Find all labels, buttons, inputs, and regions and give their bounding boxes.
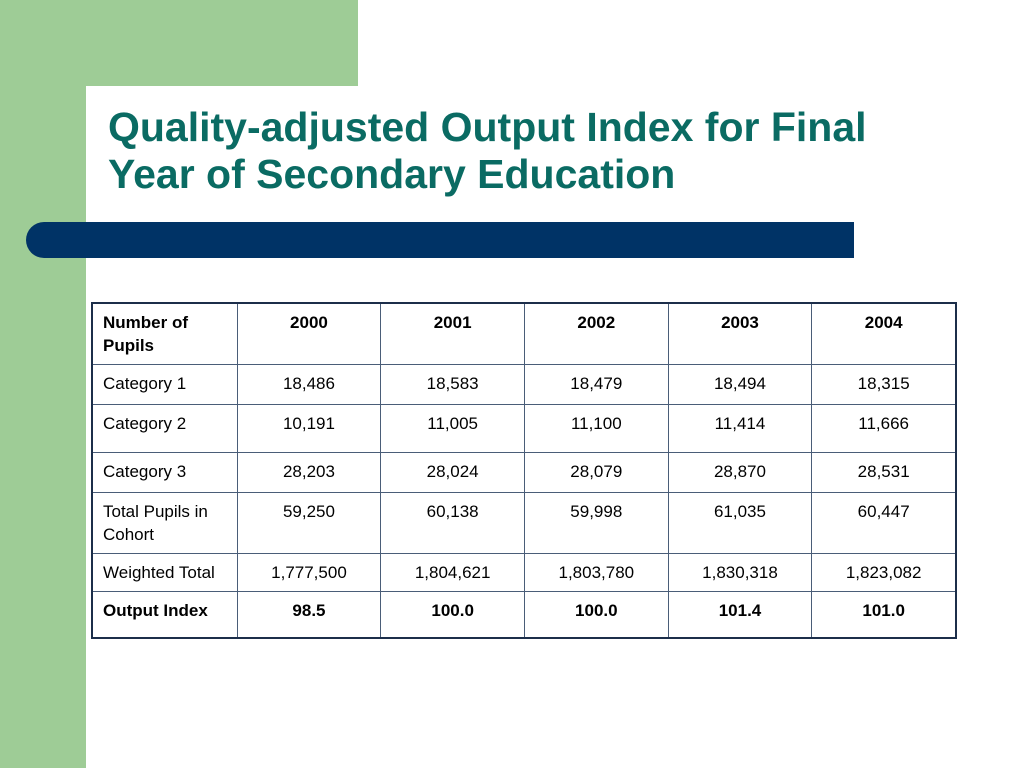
table-cell: 11,414 [668,405,812,453]
table-cell: 10,191 [237,405,381,453]
table-cell: 101.4 [668,592,812,638]
table-cell: 18,486 [237,365,381,405]
table-cell: 28,024 [381,453,525,493]
table-row [92,453,956,493]
table-cell: 1,804,621 [381,554,525,592]
table-cell: 59,250 [237,493,381,554]
decorative-green-strip [0,0,86,768]
slide-title [108,104,988,198]
table-row-label: Category 2 [92,405,237,453]
table-row [92,405,956,453]
table-header-cell: 2004 [812,303,956,365]
output-index-table [91,302,957,639]
table-cell: 18,479 [524,365,668,405]
slide-title-line-2: Year of Secondary Education [108,151,676,197]
table-cell: 18,583 [381,365,525,405]
table-header-cell: 2002 [524,303,668,365]
table-header-cell: 2003 [668,303,812,365]
table-cell: 100.0 [381,592,525,638]
table-cell: 28,870 [668,453,812,493]
table-header-cell: Number of Pupils [92,303,237,365]
table-cell: 11,005 [381,405,525,453]
table-row-label: Total Pupils in Cohort [92,493,237,554]
decorative-navy-bar [26,222,854,258]
table-cell: 28,203 [237,453,381,493]
table-cell: 1,803,780 [524,554,668,592]
table-cell: 100.0 [524,592,668,638]
table-header-row [92,303,956,365]
table-row-label: Output Index [92,592,237,638]
table-cell: 61,035 [668,493,812,554]
table-row [92,365,956,405]
table-cell: 18,494 [668,365,812,405]
table-row-label: Category 3 [92,453,237,493]
table-row-label: Category 1 [92,365,237,405]
table-cell: 11,100 [524,405,668,453]
table-row-label: Weighted Total [92,554,237,592]
table-row [92,493,956,554]
table-cell: 60,138 [381,493,525,554]
table-cell: 18,315 [812,365,956,405]
table-cell: 98.5 [237,592,381,638]
slide-title-line-1: Quality-adjusted Output Index for Final [108,104,867,150]
table-row [92,554,956,592]
table-cell: 28,531 [812,453,956,493]
table-cell: 101.0 [812,592,956,638]
table-header-cell: 2001 [381,303,525,365]
table-cell: 28,079 [524,453,668,493]
table-cell: 1,777,500 [237,554,381,592]
table-cell: 11,666 [812,405,956,453]
table-cell: 1,830,318 [668,554,812,592]
table-header-cell: 2000 [237,303,381,365]
table-row-output-index [92,592,956,638]
decorative-green-top [0,0,358,86]
table-cell: 59,998 [524,493,668,554]
table-cell: 1,823,082 [812,554,956,592]
table-cell: 60,447 [812,493,956,554]
